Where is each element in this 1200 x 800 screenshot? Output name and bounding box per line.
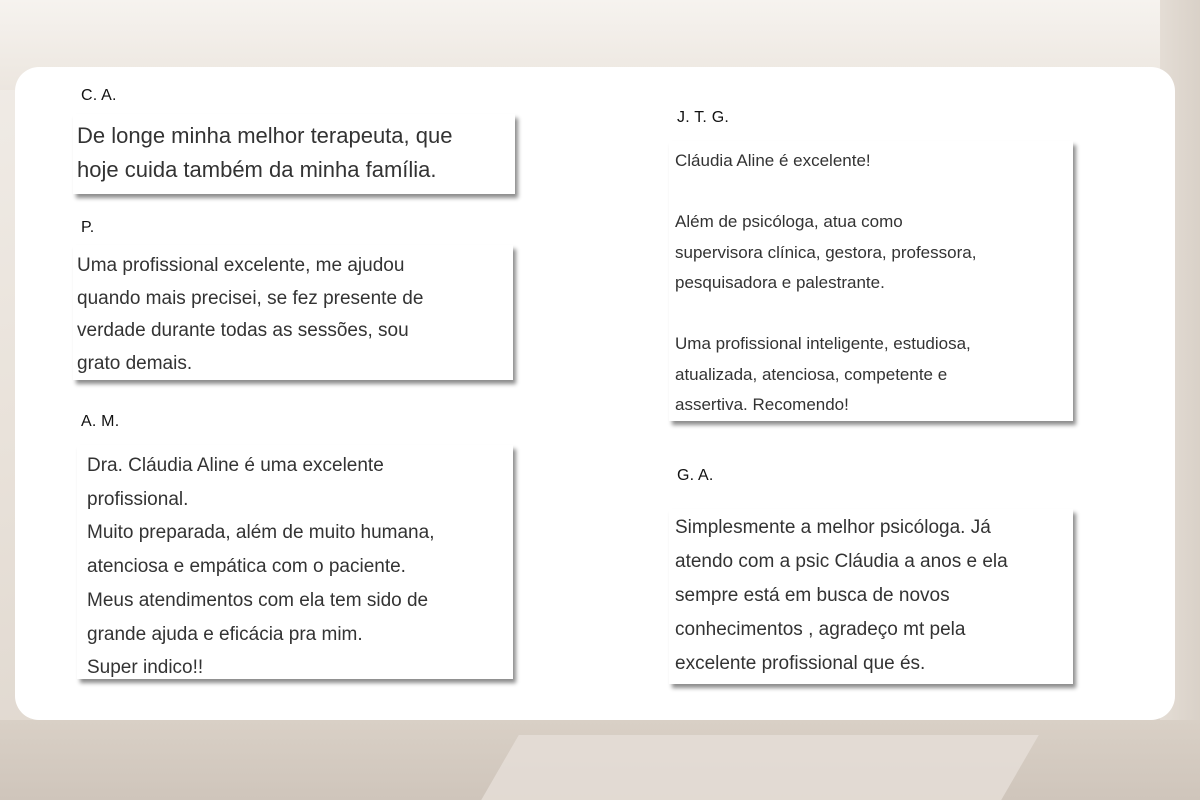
review-author: A. M. [81,413,120,430]
review-screenshot [77,445,513,679]
testimonials-card [15,67,1175,720]
background-furniture [481,735,1039,800]
review-screenshot [669,509,1073,684]
review-text: Cláudia Aline é excelente! Além de psicóloga, atua como supervisora clínica, gestora, professora, pesquisadora e palestrante. Uma profissional inteligente, estudiosa, atualizada, atenciosa, competente e assertiva. Recomendo! [675,151,977,414]
review-author: J. T. G. [677,109,729,126]
review-text: Simplesmente a melhor psicóloga. Já atendo com a psic Cláudia a anos e ela sempre está em busca de novos conhecimentos , agradeço mt pela excelente profissional que és. [675,517,1008,674]
review-author: G. A. [677,467,714,484]
review-author: P. [81,219,95,236]
review-text: De longe minha melhor terapeuta, que hoje cuida também da minha família. [77,123,453,182]
review-screenshot [73,114,515,194]
review-screenshot [73,245,513,380]
review-screenshot [669,141,1073,421]
review-author: C. A. [81,87,117,104]
review-text: Dra. Cláudia Aline é uma excelente profissional. Muito preparada, além de muito humana, atenciosa e empática com o paciente. Meus atendimentos com ela tem sido de grande ajuda e eficácia pra mim. Super indico!! [87,455,435,679]
review-text: Uma profissional excelente, me ajudou quando mais precisei, se fez presente de verdade durante todas as sessões, sou grato demais. [77,255,424,374]
